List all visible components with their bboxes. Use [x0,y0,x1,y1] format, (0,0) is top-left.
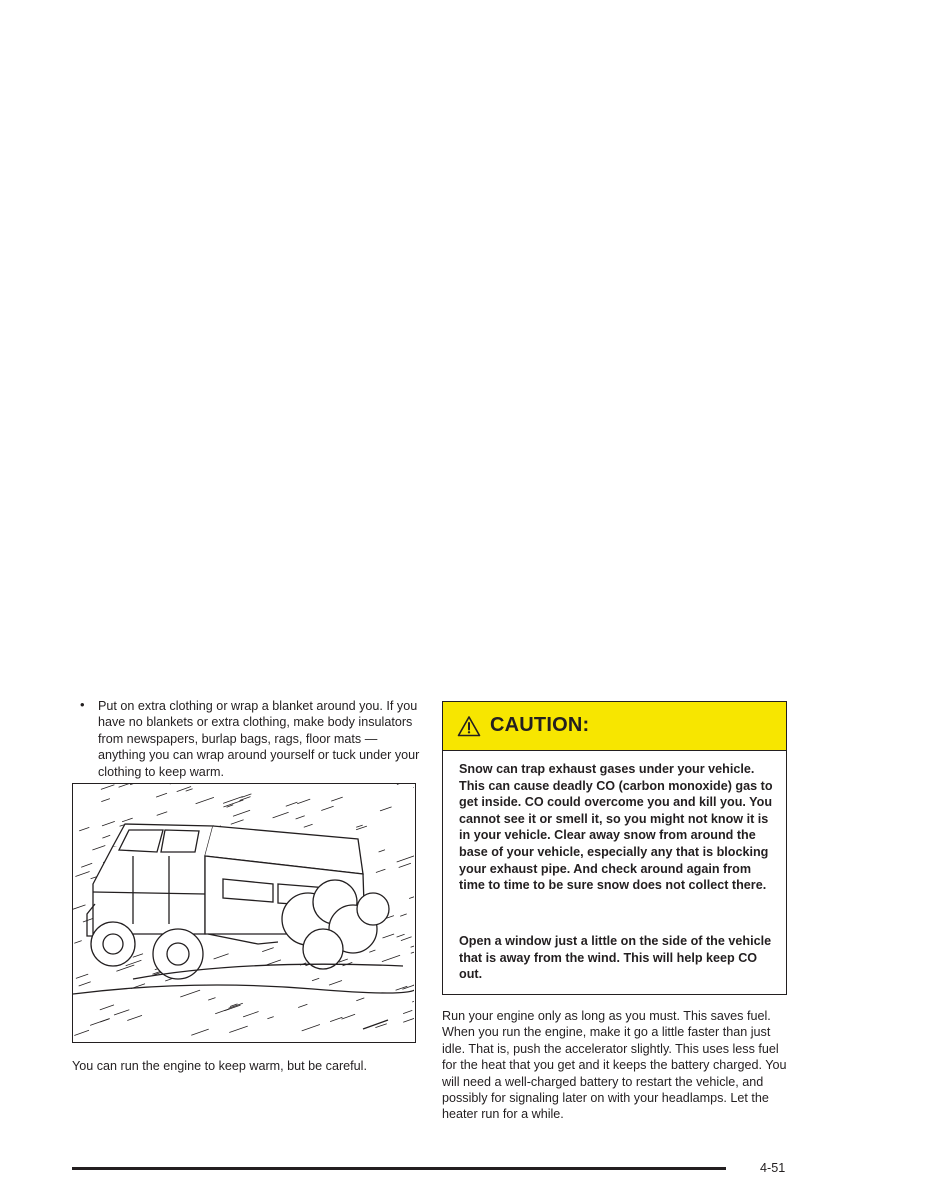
caution-header [443,702,786,751]
footer-rule [72,1167,726,1170]
run-engine-paragraph: Run your engine only as long as you must. This saves fuel. When you run the engine, make it go a little faster than just idle. That is, push the accelerator slightly. This uses less fuel for the heat that you get and it keeps the battery charged. You will need a well-charged battery to restart the vehicle, and possibly for signaling later on with your headlamps. Let the heater run for a while. [442,1009,787,1122]
vehicle-in-snow-illustration [72,783,416,1043]
bullet-text: Put on extra clothing or wrap a blanket around you. If you have no blankets or extra clothing, make body insulators from newspapers, burlap bags, rags, floor mats — anything you can wrap around yourself or tuck under your clothing to keep warm. [98,699,420,779]
caution-box [442,701,787,995]
caution-paragraph: Open a window just a little on the side of the vehicle that is away from the wind. This will help keep CO out. [459,934,772,982]
page-number: 4-51 [760,1161,786,1175]
warning-triangle-icon [457,715,481,742]
bullet-marker: • [80,697,85,712]
caution-paragraph: Snow can trap exhaust gases under your vehicle. This can cause deadly CO (carbon monoxide) gas to get inside. CO could overcome you and kill you. You cannot see it or smell it, so you might not know it is in your vehicle. Clear away snow from around the base of your vehicle, especially any that is blocking your exhaust pipe. And check around again from time to time to be sure snow does not collect there. [459,762,773,893]
figure-caption: You can run the engine to keep warm, but be careful. [72,1059,367,1073]
caution-title: CAUTION: [490,714,590,736]
